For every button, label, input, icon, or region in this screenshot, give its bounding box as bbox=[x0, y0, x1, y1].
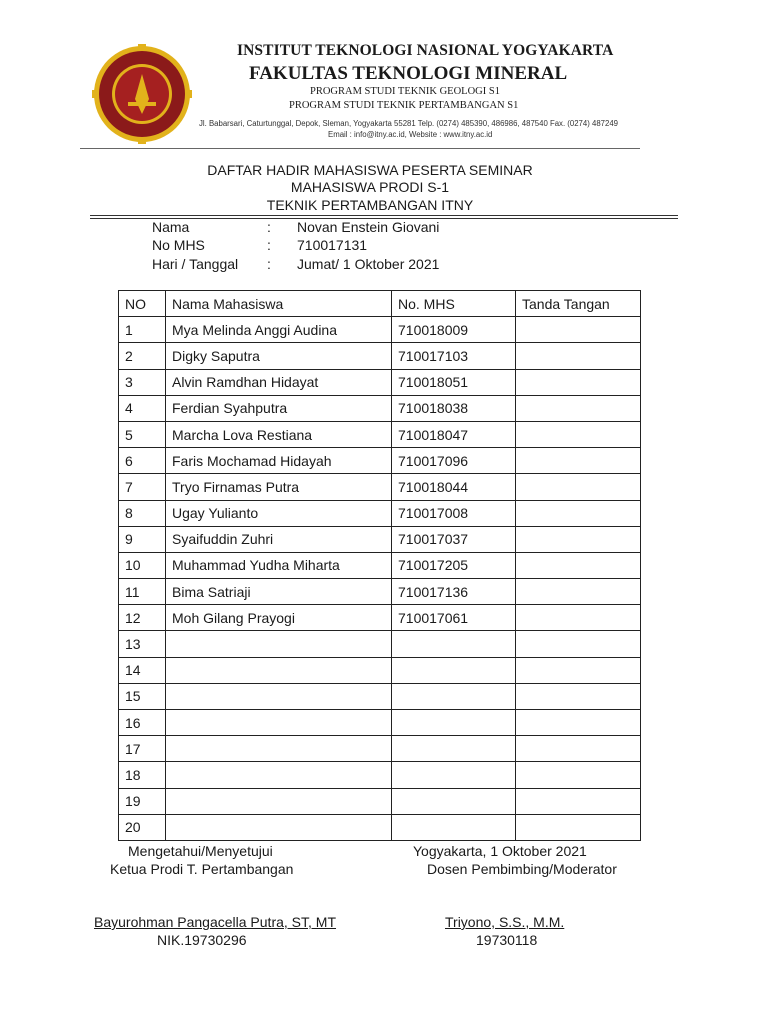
cell-signature bbox=[516, 683, 641, 709]
table-row bbox=[119, 814, 641, 840]
cell-student-name: Muhammad Yudha Miharta bbox=[166, 552, 392, 578]
table-row bbox=[119, 631, 641, 657]
header-student-number: No. MHS bbox=[392, 291, 516, 317]
head-of-program-title: Ketua Prodi T. Pertambangan bbox=[110, 861, 294, 877]
table-row bbox=[119, 526, 641, 552]
cell-no: 2 bbox=[119, 343, 166, 369]
cell-signature bbox=[516, 710, 641, 736]
cell-no: 15 bbox=[119, 683, 166, 709]
cell-signature bbox=[516, 500, 641, 526]
cell-student-number: 710017061 bbox=[392, 605, 516, 631]
cell-no: 4 bbox=[119, 395, 166, 421]
table-row bbox=[119, 317, 641, 343]
cell-no: 5 bbox=[119, 421, 166, 447]
cell-student-number bbox=[392, 631, 516, 657]
cell-student-number: 710018038 bbox=[392, 395, 516, 421]
table-row bbox=[119, 343, 641, 369]
table-row bbox=[119, 736, 641, 762]
letterhead-divider bbox=[80, 148, 640, 149]
institution-contact: Email : info@itny.ac.id, Website : www.itny.ac.id bbox=[328, 130, 493, 139]
header-signature: Tanda Tangan bbox=[516, 291, 641, 317]
cell-student-name bbox=[166, 683, 392, 709]
cell-student-number bbox=[392, 814, 516, 840]
study-program-mining: PROGRAM STUDI TEKNIK PERTAMBANGAN S1 bbox=[289, 100, 519, 111]
info-separator: : bbox=[267, 219, 271, 235]
table-row bbox=[119, 448, 641, 474]
cell-student-number: 710017008 bbox=[392, 500, 516, 526]
attendance-rows bbox=[119, 317, 641, 841]
cell-student-number: 710017205 bbox=[392, 552, 516, 578]
document-title-line1: DAFTAR HADIR MAHASISWA PESERTA SEMINAR bbox=[207, 162, 533, 178]
info-separator: : bbox=[267, 237, 271, 253]
cell-signature bbox=[516, 421, 641, 447]
cell-no: 10 bbox=[119, 552, 166, 578]
cell-signature bbox=[516, 814, 641, 840]
cell-student-name: Ferdian Syahputra bbox=[166, 395, 392, 421]
cell-no: 9 bbox=[119, 526, 166, 552]
cell-no: 14 bbox=[119, 657, 166, 683]
head-of-program-name: Bayurohman Pangacella Putra, ST, MT bbox=[94, 914, 337, 930]
cell-student-number bbox=[392, 736, 516, 762]
cell-no: 16 bbox=[119, 710, 166, 736]
cell-no: 13 bbox=[119, 631, 166, 657]
table-header-row bbox=[119, 291, 641, 317]
cell-student-name bbox=[166, 736, 392, 762]
head-of-program-id: NIK.19730296 bbox=[157, 932, 247, 948]
institution-address: Jl. Babarsari, Caturtunggal, Depok, Sleman, Yogyakarta 55281 Telp. (0274) 485390, 486986, 487540 Fax. (0274) 487249 bbox=[199, 119, 619, 128]
table-row bbox=[119, 474, 641, 500]
cell-student-number bbox=[392, 710, 516, 736]
table-row bbox=[119, 605, 641, 631]
cell-student-name bbox=[166, 631, 392, 657]
supervisor-title: Dosen Pembimbing/Moderator bbox=[427, 861, 617, 877]
cell-student-name: Mya Melinda Anggi Audina bbox=[166, 317, 392, 343]
table-row bbox=[119, 657, 641, 683]
cell-student-name bbox=[166, 710, 392, 736]
cell-no: 8 bbox=[119, 500, 166, 526]
info-value: Jumat/ 1 Oktober 2021 bbox=[297, 256, 440, 272]
header-no: NO bbox=[119, 291, 166, 317]
place-date: Yogyakarta, 1 Oktober 2021 bbox=[413, 843, 587, 859]
cell-student-name: Alvin Ramdhan Hidayat bbox=[166, 369, 392, 395]
cell-no: 3 bbox=[119, 369, 166, 395]
cell-signature bbox=[516, 526, 641, 552]
table-row bbox=[119, 552, 641, 578]
table-row bbox=[119, 788, 641, 814]
cell-student-name bbox=[166, 657, 392, 683]
table-row bbox=[119, 579, 641, 605]
cell-student-name bbox=[166, 814, 392, 840]
approval-caption: Mengetahui/Menyetujui bbox=[128, 843, 273, 859]
document-title-line2: MAHASISWA PRODI S-1 bbox=[290, 179, 450, 195]
cell-student-number: 710017037 bbox=[392, 526, 516, 552]
cell-signature bbox=[516, 736, 641, 762]
cell-signature bbox=[516, 395, 641, 421]
study-program-geology: PROGRAM STUDI TEKNIK GEOLOGI S1 bbox=[310, 86, 500, 97]
cell-student-number bbox=[392, 657, 516, 683]
cell-signature bbox=[516, 448, 641, 474]
cell-signature bbox=[516, 788, 641, 814]
supervisor-name: Triyono, S.S., M.M. bbox=[445, 914, 565, 930]
cell-no: 17 bbox=[119, 736, 166, 762]
cell-student-number bbox=[392, 683, 516, 709]
table-row bbox=[119, 500, 641, 526]
cell-no: 20 bbox=[119, 814, 166, 840]
document-title-line3: TEKNIK PERTAMBANGAN ITNY bbox=[266, 197, 474, 213]
cell-student-number: 710018051 bbox=[392, 369, 516, 395]
info-label: Hari / Tanggal bbox=[152, 256, 239, 272]
cell-student-name: Digky Saputra bbox=[166, 343, 392, 369]
cell-no: 18 bbox=[119, 762, 166, 788]
cell-student-name: Ugay Yulianto bbox=[166, 500, 392, 526]
header-student-name: Nama Mahasiswa bbox=[166, 291, 392, 317]
info-label: Nama bbox=[152, 219, 190, 235]
cell-student-name: Faris Mochamad Hidayah bbox=[166, 448, 392, 474]
cell-student-number: 710018044 bbox=[392, 474, 516, 500]
institution-name: INSTITUT TEKNOLOGI NASIONAL YOGYAKARTA bbox=[237, 42, 614, 59]
cell-signature bbox=[516, 579, 641, 605]
table-row bbox=[119, 369, 641, 395]
cell-no: 1 bbox=[119, 317, 166, 343]
cell-student-number: 710017096 bbox=[392, 448, 516, 474]
info-value: 710017131 bbox=[297, 237, 368, 253]
title-divider-top bbox=[90, 215, 678, 216]
cell-student-name: Moh Gilang Prayogi bbox=[166, 605, 392, 631]
cell-student-number bbox=[392, 788, 516, 814]
cell-signature bbox=[516, 343, 641, 369]
cell-student-number: 710017103 bbox=[392, 343, 516, 369]
attendance-table bbox=[118, 290, 641, 841]
cell-signature bbox=[516, 657, 641, 683]
cell-signature bbox=[516, 631, 641, 657]
cell-signature bbox=[516, 605, 641, 631]
table-row bbox=[119, 395, 641, 421]
faculty-name: FAKULTAS TEKNOLOGI MINERAL bbox=[249, 63, 568, 84]
cell-signature bbox=[516, 317, 641, 343]
table-row bbox=[119, 683, 641, 709]
info-label: No MHS bbox=[152, 237, 205, 253]
cell-student-name: Marcha Lova Restiana bbox=[166, 421, 392, 447]
cell-student-name: Bima Satriaji bbox=[166, 579, 392, 605]
info-separator: : bbox=[267, 256, 271, 272]
cell-signature bbox=[516, 552, 641, 578]
cell-no: 19 bbox=[119, 788, 166, 814]
cell-no: 12 bbox=[119, 605, 166, 631]
cell-signature bbox=[516, 369, 641, 395]
cell-no: 7 bbox=[119, 474, 166, 500]
cell-signature bbox=[516, 474, 641, 500]
logo-emblem-bar bbox=[128, 102, 156, 106]
table-row bbox=[119, 710, 641, 736]
cell-student-name: Syaifuddin Zuhri bbox=[166, 526, 392, 552]
cell-student-name: Tryo Firnamas Putra bbox=[166, 474, 392, 500]
university-logo bbox=[92, 44, 192, 144]
cell-student-number: 710018047 bbox=[392, 421, 516, 447]
info-value: Novan Enstein Giovani bbox=[297, 219, 440, 235]
cell-student-number: 710017136 bbox=[392, 579, 516, 605]
cell-signature bbox=[516, 762, 641, 788]
cell-student-number: 710018009 bbox=[392, 317, 516, 343]
supervisor-id: 19730118 bbox=[476, 932, 538, 948]
cell-no: 6 bbox=[119, 448, 166, 474]
cell-student-name bbox=[166, 788, 392, 814]
cell-student-number bbox=[392, 762, 516, 788]
cell-no: 11 bbox=[119, 579, 166, 605]
table-row bbox=[119, 421, 641, 447]
cell-student-name bbox=[166, 762, 392, 788]
table-row bbox=[119, 762, 641, 788]
